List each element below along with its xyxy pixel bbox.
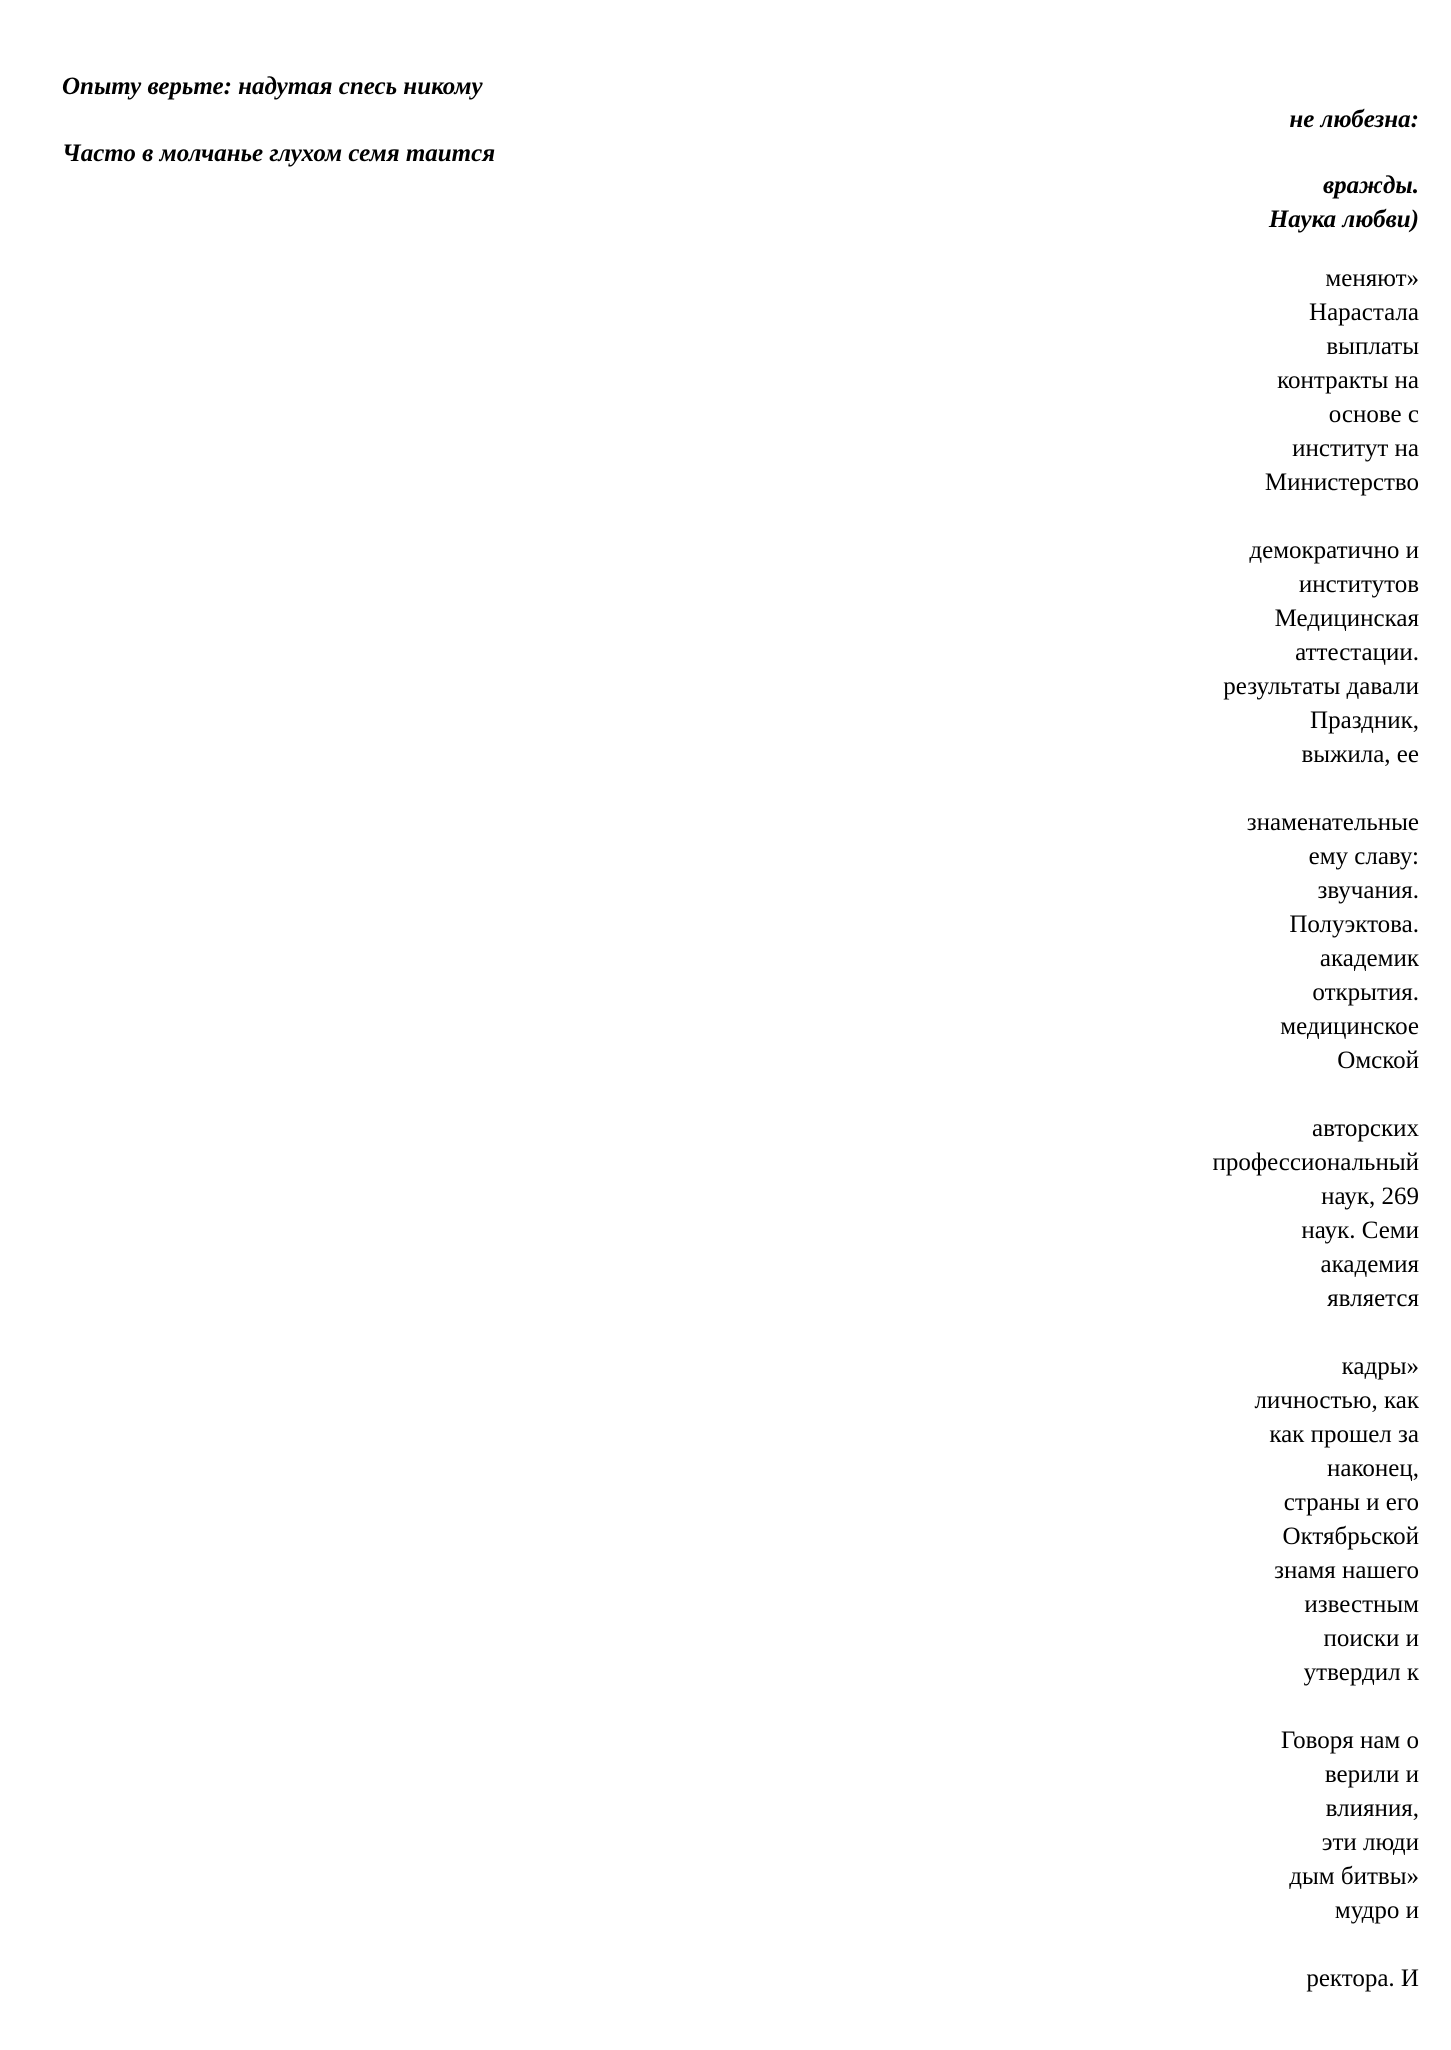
text-fragment: наук, 269 <box>1321 1183 1419 1210</box>
text-fragment: эти люди <box>1321 1829 1419 1856</box>
text-fragment: выплаты <box>1326 333 1419 360</box>
text-fragment: знаменательные <box>1246 809 1419 836</box>
text-fragment: Нарастала <box>1309 299 1419 326</box>
text-fragment: результаты давали <box>1223 673 1419 700</box>
text-fragment: контракты на <box>1277 367 1419 394</box>
text-fragment: Говоря нам о <box>1280 1727 1419 1754</box>
text-fragment: выжила, ее <box>1301 741 1419 768</box>
text-block <box>1213 1112 1420 1316</box>
text-fragment: меняют» <box>1325 265 1419 292</box>
text-fragment: утвердил к <box>1303 1659 1419 1686</box>
text-fragment: мудро и <box>1334 1897 1419 1924</box>
text-fragment: наук. Семи <box>1301 1217 1419 1244</box>
text-block <box>1213 806 1420 1078</box>
epigraph-line-2-left: Часто в молчанье глухом семя таится <box>62 140 496 167</box>
epigraph-line-1-left: Опыту верьте: надутая спесь никому <box>62 73 483 100</box>
text-fragment: знамя нашего <box>1274 1557 1419 1584</box>
text-fragment: дым битвы» <box>1289 1863 1419 1890</box>
text-fragment: авторских <box>1312 1115 1419 1142</box>
epigraph-source: Наука любви) <box>1268 206 1419 233</box>
text-fragment: является <box>1327 1285 1419 1312</box>
text-fragment: профессиональный <box>1212 1149 1419 1176</box>
text-block <box>1213 1350 1420 1690</box>
text-block <box>1213 262 1420 500</box>
text-fragment: институт на <box>1292 435 1419 462</box>
text-fragment: Министерство <box>1264 469 1419 496</box>
text-fragment: институтов <box>1298 571 1419 598</box>
text-fragment: как прошел за <box>1269 1421 1419 1448</box>
text-fragment: академик <box>1319 945 1419 972</box>
text-fragment: академия <box>1320 1251 1419 1278</box>
text-fragment: медицинское <box>1280 1013 1419 1040</box>
text-fragment: Праздник, <box>1310 707 1419 734</box>
epigraph-line-2-right: вражды. <box>1323 172 1419 199</box>
text-fragment: звучания. <box>1317 877 1419 904</box>
text-block <box>1213 1962 1420 1996</box>
text-fragment: страны и его <box>1283 1489 1419 1516</box>
text-fragment: открытия. <box>1312 979 1419 1006</box>
text-fragment: ректора. И <box>1306 1965 1419 1992</box>
text-fragment: аттестации. <box>1295 639 1419 666</box>
text-fragment: основе с <box>1328 401 1419 428</box>
text-fragment: Октябрьской <box>1282 1523 1419 1550</box>
text-fragment: кадры» <box>1341 1353 1419 1380</box>
text-fragment: Медицинская <box>1274 605 1419 632</box>
text-fragment: известным <box>1304 1591 1419 1618</box>
right-column-text <box>1213 262 1420 2030</box>
text-fragment: ему славу: <box>1308 843 1419 870</box>
text-fragment: личностью, как <box>1254 1387 1419 1414</box>
epigraph-line-1-right: не любезна: <box>1289 106 1419 133</box>
text-fragment: верили и <box>1324 1761 1419 1788</box>
text-fragment: демократично и <box>1249 537 1419 564</box>
text-fragment: влияния, <box>1325 1795 1419 1822</box>
text-fragment: поиски и <box>1323 1625 1419 1652</box>
text-fragment: Омской <box>1337 1047 1419 1074</box>
text-fragment: наконец, <box>1327 1455 1419 1482</box>
text-block <box>1213 534 1420 772</box>
text-block <box>1213 1724 1420 1928</box>
text-fragment: Полуэктова. <box>1289 911 1419 938</box>
